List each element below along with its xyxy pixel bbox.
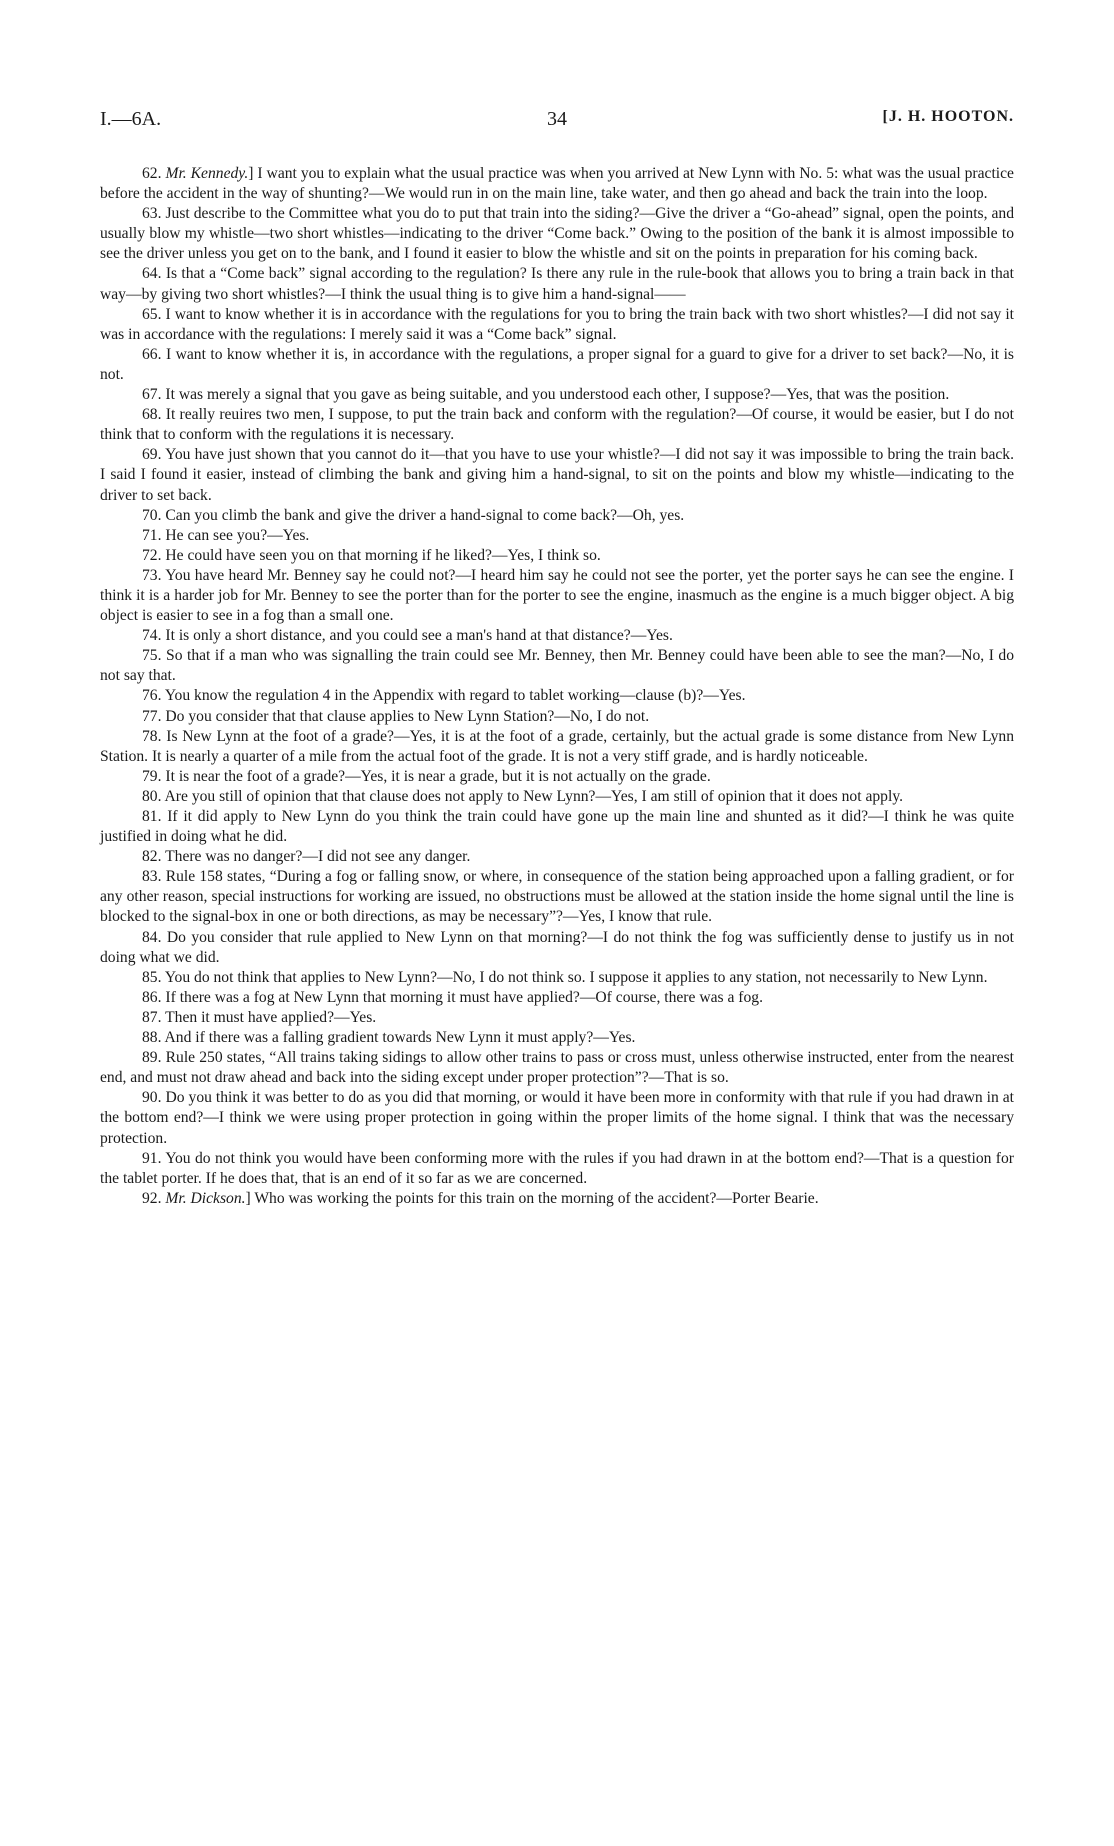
question-number: 71. bbox=[142, 526, 162, 544]
document-page bbox=[100, 108, 1014, 1209]
question-answer-text: Do you think it was better to do as you did that morning, or would it have been more in conformity with that rule if you had drawn in at the bottom end?—I think we were using proper protection in going within the proper limits of the home signal. I think that was the necessary protection. bbox=[100, 1089, 1014, 1147]
question-paragraph bbox=[100, 626, 1014, 646]
question-paragraph bbox=[100, 707, 1014, 727]
question-paragraph bbox=[100, 546, 1014, 566]
question-number: 79. bbox=[142, 767, 162, 785]
question-answer-text: I want to know whether it is, in accordance with the regulations, a proper signal for a guard to give for a driver to set back?—No, it is not. bbox=[100, 345, 1014, 383]
question-number: 73. bbox=[142, 566, 162, 584]
question-paragraph bbox=[100, 445, 1014, 505]
question-paragraph bbox=[100, 1008, 1014, 1028]
question-number: 90. bbox=[142, 1089, 162, 1107]
question-paragraph bbox=[100, 767, 1014, 787]
question-paragraph bbox=[100, 727, 1014, 767]
question-answer-text: Is New Lynn at the foot of a grade?—Yes, it is at the foot of a grade, certainly, but the actual grade is some distance from New Lynn Station. It is nearly a quarter of a mile from the actual foot of the grade. It is not a very stiff grade, and is hardly noticeable. bbox=[100, 727, 1014, 765]
witness-name: [J. H. HOOTON. bbox=[882, 108, 1014, 125]
question-paragraph bbox=[100, 1189, 1014, 1209]
question-number: 92. bbox=[142, 1189, 162, 1207]
question-paragraph bbox=[100, 928, 1014, 968]
question-paragraph bbox=[100, 264, 1014, 304]
question-answer-text: ] Who was working the points for this train on the morning of the accident?—Porter Bearie. bbox=[245, 1189, 819, 1207]
question-answer-text: You do not think you would have been conforming more with the rules if you had drawn in at the bottom end?—That is a question for the tablet porter. If he does that, that is an end of it so far as we are concerned. bbox=[100, 1149, 1014, 1187]
question-paragraph bbox=[100, 526, 1014, 546]
question-number: 80. bbox=[142, 787, 162, 805]
question-number: 88. bbox=[142, 1029, 162, 1047]
question-paragraph bbox=[100, 787, 1014, 807]
question-number: 70. bbox=[142, 506, 162, 524]
question-answer-text: Can you climb the bank and give the driver a hand-signal to come back?—Oh, yes. bbox=[165, 506, 685, 524]
question-answer-text: It is near the foot of a grade?—Yes, it is near a grade, but it is not actually on the grade. bbox=[165, 767, 711, 785]
question-paragraph bbox=[100, 867, 1014, 927]
question-paragraph bbox=[100, 345, 1014, 385]
question-answer-text: There was no danger?—I did not see any danger. bbox=[165, 848, 471, 866]
question-number: 84. bbox=[142, 928, 162, 946]
question-answer-text: He can see you?—Yes. bbox=[165, 526, 310, 544]
question-paragraph bbox=[100, 385, 1014, 405]
question-number: 91. bbox=[142, 1149, 162, 1167]
question-number: 86. bbox=[142, 988, 162, 1006]
question-answer-text: ] I want you to explain what the usual practice was when you arrived at New Lynn with No. 5: what was the usual practice before the accident in the way of shunting?—We would run in on the main line, take water, and then go ahead and back the train into the loop. bbox=[100, 165, 1014, 203]
question-paragraph bbox=[100, 305, 1014, 345]
page-header bbox=[100, 108, 1014, 144]
question-number: 74. bbox=[142, 627, 162, 645]
question-answer-text: Rule 250 states, “All trains taking sidings to allow other trains to pass or cross must, unless otherwise instructed, enter from the nearest end, and must not draw ahead and back into the siding except under proper protection”?—That is so. bbox=[100, 1049, 1014, 1087]
question-number: 72. bbox=[142, 546, 162, 564]
question-number: 65. bbox=[142, 305, 162, 323]
question-answer-text: He could have seen you on that morning if he liked?—Yes, I think so. bbox=[165, 546, 601, 564]
question-paragraph bbox=[100, 204, 1014, 264]
question-paragraph bbox=[100, 1048, 1014, 1088]
evidence-body bbox=[100, 164, 1014, 1209]
question-answer-text: And if there was a falling gradient towards New Lynn it must apply?—Yes. bbox=[164, 1029, 636, 1047]
question-paragraph bbox=[100, 566, 1014, 626]
question-answer-text: Are you still of opinion that that clause does not apply to New Lynn?—Yes, I am still of opinion that it does not apply. bbox=[164, 787, 903, 805]
question-number: 75. bbox=[142, 647, 162, 665]
question-number: 67. bbox=[142, 386, 162, 404]
question-paragraph bbox=[100, 847, 1014, 867]
paper-reference: I.—6A. bbox=[100, 108, 162, 130]
speaker-name: Mr. Dickson. bbox=[165, 1189, 246, 1207]
question-paragraph bbox=[100, 405, 1014, 445]
question-number: 87. bbox=[142, 1008, 162, 1026]
question-paragraph bbox=[100, 686, 1014, 706]
question-number: 82. bbox=[142, 848, 162, 866]
question-number: 76. bbox=[142, 687, 162, 705]
question-number: 78. bbox=[142, 727, 162, 745]
question-answer-text: You have just shown that you cannot do it—that you have to use your whistle?—I did not say it was impossible to bring the train back. I said I found it easier, instead of climbing the bank and giving him a hand-signal, to sit on the points and blow my whistle—indicating to the driver to set back. bbox=[100, 446, 1014, 504]
question-paragraph bbox=[100, 164, 1014, 204]
question-answer-text: You do not think that applies to New Lynn?—No, I do not think so. I suppose it applies to any station, not necessarily to New Lynn. bbox=[164, 968, 988, 986]
question-number: 85. bbox=[142, 968, 162, 986]
page-number: 34 bbox=[547, 108, 567, 130]
question-number: 68. bbox=[142, 406, 162, 424]
question-paragraph bbox=[100, 968, 1014, 988]
question-paragraph bbox=[100, 807, 1014, 847]
question-answer-text: If there was a fog at New Lynn that morning it must have applied?—Of course, there was a fog. bbox=[165, 988, 763, 1006]
question-answer-text: It is only a short distance, and you could see a man's hand at that distance?—Yes. bbox=[165, 627, 673, 645]
question-number: 77. bbox=[142, 707, 162, 725]
question-paragraph bbox=[100, 646, 1014, 686]
question-paragraph bbox=[100, 1028, 1014, 1048]
speaker-name: Mr. Kennedy. bbox=[165, 165, 249, 182]
question-answer-text: You have heard Mr. Benney say he could not?—I heard him say he could not see the porter, yet the porter says he can see the engine. I think it is a harder job for Mr. Benney to see the porter than for the porter to see the engine, inasmuch as the engine is a much bigger object. A big object is easier to see in a fog than a small one. bbox=[100, 566, 1014, 625]
question-answer-text: I want to know whether it is in accordance with the regulations for you to bring the train back with two short whistles?—I did not say it was in accordance with the regulations: I merely said it was a “Come back” signal. bbox=[100, 305, 1014, 343]
question-number: 64. bbox=[142, 265, 162, 283]
question-number: 69. bbox=[142, 446, 162, 464]
question-answer-text: Do you consider that rule applied to New Lynn on that morning?—I do not think the fog was sufficiently dense to justify us in not doing what we did. bbox=[100, 928, 1014, 966]
question-number: 66. bbox=[142, 345, 162, 363]
question-answer-text: It was merely a signal that you gave as being suitable, and you understood each other, I suppose?—Yes, that was the position. bbox=[165, 386, 950, 404]
question-number: 62. bbox=[142, 165, 162, 182]
question-answer-text: So that if a man who was signalling the train could see Mr. Benney, then Mr. Benney could have been able to see the man?—No, I do not say that. bbox=[100, 647, 1014, 685]
question-number: 83. bbox=[142, 868, 162, 886]
question-answer-text: It really reuires two men, I suppose, to put the train back and conform with the regulation?—Of course, it would be easier, but I do not think that to conform with the regulations it is necessary. bbox=[100, 406, 1014, 444]
question-paragraph bbox=[100, 988, 1014, 1008]
question-paragraph bbox=[100, 506, 1014, 526]
question-answer-text: Then it must have applied?—Yes. bbox=[165, 1008, 377, 1026]
question-number: 81. bbox=[142, 808, 162, 825]
question-paragraph bbox=[100, 1149, 1014, 1189]
question-answer-text: If it did apply to New Lynn do you think the train could have gone up the main line and shunted as it did?—I think he was quite justified in doing what he did. bbox=[100, 808, 1014, 846]
question-answer-text: You know the regulation 4 in the Appendix with regard to tablet working—clause (b)?—Yes. bbox=[164, 687, 746, 705]
question-answer-text: Just describe to the Committee what you do to put that train into the siding?—Give the driver a “Go-ahead” signal, open the points, and usually blow my whistle—two short whistles—indicating to the driver “Come back.” Owing to the position of the bank it is almost impossible to see the driver unless you get on to the bank, and I found it easier to blow the whistle and sit on the points in preparation for his coming back. bbox=[100, 205, 1014, 263]
question-number: 63. bbox=[142, 205, 162, 223]
question-answer-text: Rule 158 states, “During a fog or falling snow, or where, in consequence of the station being approached upon a falling gradient, or for any other reason, special instructions for working are issued, no obstructions must be allowed at the station inside the home signal until the line is blocked to the signal-box in one or both directions, as may be necessary”?—Yes, I know that rule. bbox=[100, 868, 1015, 926]
question-number: 89. bbox=[142, 1049, 162, 1067]
question-answer-text: Is that a “Come back” signal according to the regulation? Is there any rule in the rule-book that allows you to bring a train back in that way—by giving two short whistles?—I think the usual thing is to give him a hand-signal—— bbox=[100, 265, 1014, 303]
question-paragraph bbox=[100, 1088, 1014, 1148]
question-answer-text: Do you consider that that clause applies to New Lynn Station?—No, I do not. bbox=[165, 707, 650, 725]
